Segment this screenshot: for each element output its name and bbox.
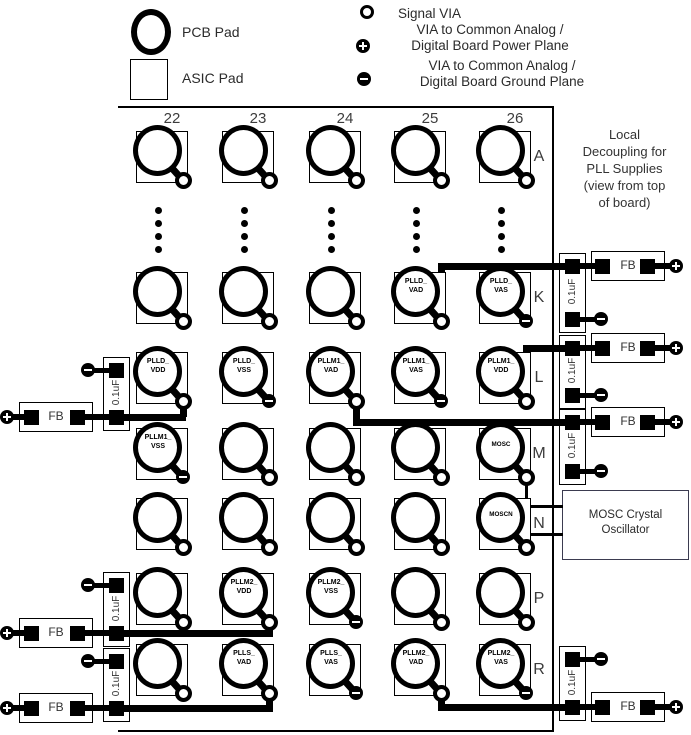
ferrite-bead-label-left-R: FB: [48, 700, 64, 714]
ferrite-bead-label-right-L: FB: [620, 340, 636, 354]
power-via-icon: [669, 415, 683, 429]
power-via-icon: [356, 39, 370, 53]
ground-via-icon: [594, 312, 608, 326]
mosc-crystal-oscillator-label: [562, 508, 689, 538]
fb-terminal: [640, 415, 655, 430]
capacitor-terminal: [565, 464, 580, 479]
signal-via-icon: [261, 539, 278, 556]
ground-via-icon: [594, 464, 608, 478]
ground-via-icon: [176, 470, 190, 484]
fb-terminal: [640, 259, 655, 274]
signal-via-icon: [348, 313, 365, 330]
ground-via-icon: [81, 363, 95, 377]
ellipsis-dot: [241, 246, 248, 253]
pad-label-M26: MOSC: [491, 441, 511, 448]
pad-label-P24: PLLM2_ VSS: [317, 579, 345, 595]
pcb-pad-icon: [131, 9, 171, 55]
column-label-24: 24: [336, 110, 354, 127]
power-via-icon: [0, 410, 14, 424]
fb-terminal: [640, 341, 655, 356]
column-label-26: 26: [506, 110, 524, 127]
signal-via-icon: [433, 614, 450, 631]
power-via-icon: [0, 626, 14, 640]
fb-terminal: [70, 626, 85, 641]
signal-via-icon: [348, 539, 365, 556]
row-label-N: N: [533, 515, 545, 532]
legend-power-via-line2: Digital Board Power Plane: [411, 38, 569, 53]
row-label-L: L: [534, 369, 544, 386]
signal-via-icon: [261, 469, 278, 486]
pad-label-L23: PLLD_ VSS: [232, 358, 256, 374]
signal-via-icon: [261, 614, 278, 631]
capacitor-terminal: [565, 388, 580, 403]
pad-label-R23: PLLS_ VAD: [233, 650, 255, 666]
ellipsis-dot: [413, 246, 420, 253]
signal-via-icon: [433, 469, 450, 486]
ellipsis-dot: [241, 207, 248, 214]
trace-plld-vdd-to-fb: [116, 414, 186, 421]
ground-via-icon: [349, 615, 363, 629]
ellipsis-dot: [155, 233, 162, 240]
signal-via-icon: [175, 685, 192, 702]
ground-via-icon: [434, 394, 448, 408]
pad-label-L25: PLLM1_ VAS: [402, 358, 430, 374]
row-label-R: R: [533, 661, 545, 678]
legend-asic-pad-label: ASIC Pad: [182, 70, 244, 86]
ferrite-bead-label-right-R: FB: [620, 699, 636, 713]
signal-via-icon: [175, 614, 192, 631]
signal-via-icon: [433, 313, 450, 330]
signal-via-icon: [348, 469, 365, 486]
signal-via-icon: [175, 313, 192, 330]
pcb-pad-ring-M25: [391, 422, 440, 473]
ground-via-icon: [81, 654, 95, 668]
ellipsis-dot: [328, 233, 335, 240]
ground-via-icon: [357, 72, 371, 86]
ground-via-icon: [262, 394, 276, 408]
row-label-M: M: [532, 445, 546, 462]
ferrite-bead-label-left-L: FB: [48, 409, 64, 423]
row-label-K: K: [533, 289, 545, 306]
signal-via-icon: [261, 313, 278, 330]
ellipsis-dot: [498, 246, 505, 253]
ground-via-icon: [519, 686, 533, 700]
capacitor-value-right-R: 0.1uF: [567, 669, 578, 695]
board-border-bottom: [118, 730, 554, 732]
pcb-pad-ring-K22: [133, 266, 182, 317]
ellipsis-dot: [498, 207, 505, 214]
row-label-A: A: [533, 148, 545, 165]
capacitor-value-left-L: 0.1uF: [111, 379, 122, 406]
capacitor-value-left-P: 0.1uF: [111, 595, 122, 621]
capacitor-terminal: [109, 363, 124, 378]
note-local-decoupling: [558, 126, 691, 211]
fb-terminal: [24, 701, 39, 716]
signal-via-icon: [175, 539, 192, 556]
pad-label-P23: PLLM2_ VDD: [230, 579, 258, 595]
signal-via-icon: [433, 539, 450, 556]
trace-plls-vad-to-fb: [116, 705, 273, 712]
pcb-pad-ring-A22: [133, 125, 182, 176]
pcb-pad-ring-N24: [306, 492, 355, 543]
oscillator-label-line: Oscillator: [601, 524, 650, 536]
pcb-pad-ring-K23: [219, 266, 268, 317]
capacitor-value-right-L: 0.1uF: [567, 357, 578, 384]
capacitor-terminal: [565, 652, 580, 667]
ferrite-bead-label-right-K: FB: [620, 258, 636, 272]
fb-terminal: [70, 701, 85, 716]
power-via-icon: [669, 341, 683, 355]
ellipsis-dot: [241, 220, 248, 227]
pad-label-L22: PLLD_ VDD: [146, 358, 170, 374]
signal-via-icon: [518, 469, 535, 486]
ellipsis-dot: [328, 246, 335, 253]
legend-ground-via-line1: VIA to Common Analog /: [428, 58, 576, 73]
fb-terminal: [595, 259, 610, 274]
trace-pllm2-vdd-to-fb: [116, 630, 273, 637]
pad-label-N26: MOSCN: [489, 511, 513, 518]
ground-via-icon: [594, 388, 608, 402]
pad-label-R26: PLLM2_ VAS: [487, 650, 515, 666]
pcb-pad-ring-M24: [306, 422, 355, 473]
column-label-22: 22: [163, 110, 181, 127]
fb-terminal: [24, 626, 39, 641]
ground-via-icon: [594, 652, 608, 666]
fb-terminal: [595, 415, 610, 430]
ferrite-bead-label-left-P: FB: [48, 625, 64, 639]
ellipsis-dot: [155, 246, 162, 253]
signal-via-icon: [518, 539, 535, 556]
pcb-pad-ring-N23: [219, 492, 268, 543]
signal-via-icon: [518, 172, 535, 189]
signal-via-icon: [175, 172, 192, 189]
signal-via-icon: [433, 172, 450, 189]
note-line: (view from top: [583, 178, 666, 193]
power-via-icon: [669, 700, 683, 714]
pad-label-R24: PLLS_ VAS: [320, 650, 342, 666]
ground-via-icon: [81, 578, 95, 592]
fb-terminal: [24, 410, 39, 425]
ellipsis-dot: [155, 207, 162, 214]
signal-via-icon: [518, 614, 535, 631]
ellipsis-dot: [328, 207, 335, 214]
oscillator-label-line: MOSC Crystal: [588, 509, 663, 521]
pcb-pad-ring-R22: [133, 638, 182, 689]
pcb-pad-ring-A25: [391, 125, 440, 176]
ellipsis-dot: [413, 220, 420, 227]
column-label-23: 23: [249, 110, 267, 127]
signal-via-icon: [518, 393, 535, 410]
note-line: of board): [598, 195, 651, 210]
capacitor-terminal: [109, 578, 124, 593]
trace-pllm1-vdd-to-fb: [523, 345, 573, 352]
pcb-pad-ring-A26: [476, 125, 525, 176]
pcb-pad-ring-M23: [219, 422, 268, 473]
signal-via-icon: [261, 685, 278, 702]
ground-via-icon: [519, 314, 533, 328]
signal-via-icon: [360, 5, 374, 19]
row-label-P: P: [533, 590, 545, 607]
ellipsis-dot: [498, 220, 505, 227]
legend-power-via-line1: VIA to Common Analog /: [416, 22, 564, 37]
legend-ground-via-line2: Digital Board Ground Plane: [419, 74, 585, 89]
pcb-pad-ring-P25: [391, 567, 440, 618]
trace-pllm1-vad-to-fb: [353, 419, 573, 426]
ellipsis-dot: [413, 233, 420, 240]
capacitor-value-left-R: 0.1uF: [111, 670, 122, 697]
capacitor-terminal: [565, 312, 580, 327]
note-line: Decoupling for: [582, 144, 667, 159]
ferrite-bead-label-right-M: FB: [620, 414, 636, 428]
pcb-pad-ring-P26: [476, 567, 525, 618]
ellipsis-dot: [241, 233, 248, 240]
signal-via-icon: [175, 393, 192, 410]
capacitor-terminal: [109, 654, 124, 669]
fb-terminal: [595, 700, 610, 715]
pcb-pad-ring-P22: [133, 567, 182, 618]
ground-via-icon: [349, 686, 363, 700]
ellipsis-dot: [413, 207, 420, 214]
fb-terminal: [640, 700, 655, 715]
column-label-25: 25: [421, 110, 439, 127]
pcb-pad-ring-N22: [133, 492, 182, 543]
pad-label-L26: PLLM1_ VDD: [487, 358, 515, 374]
fb-terminal: [70, 410, 85, 425]
pad-label-R25: PLLM2_ VAD: [402, 650, 430, 666]
pad-label-M22: PLLM1_ VSS: [144, 434, 172, 450]
ellipsis-dot: [498, 233, 505, 240]
ellipsis-dot: [328, 220, 335, 227]
signal-via-icon: [348, 172, 365, 189]
legend-ground-via-label: [414, 58, 590, 90]
power-via-icon: [669, 259, 683, 273]
note-line: PLL Supplies: [586, 161, 663, 176]
pad-label-K26: PLLD_ VAS: [489, 278, 513, 294]
legend-pcb-pad-label: PCB Pad: [182, 24, 240, 40]
signal-via-icon: [348, 393, 365, 410]
pcb-pad-ring-K24: [306, 266, 355, 317]
pcb-pad-ring-A24: [306, 125, 355, 176]
pcb-pad-ring-A23: [219, 125, 268, 176]
board-border-top: [118, 106, 554, 108]
capacitor-value-right-M: 0.1uF: [567, 432, 578, 459]
pcb-pad-ring-N25: [391, 492, 440, 543]
pad-label-L24: PLLM1_ VAD: [317, 358, 345, 374]
capacitor-value-right-K: 0.1uF: [567, 278, 578, 305]
trace-pllm2-vad-to-fb: [438, 704, 573, 711]
asic-pad-icon: [130, 59, 168, 100]
legend-power-via-label: [404, 22, 576, 54]
signal-via-icon: [261, 172, 278, 189]
fb-terminal: [595, 341, 610, 356]
note-line: Local: [608, 127, 641, 142]
legend-signal-via-label: Signal VIA: [398, 6, 462, 21]
ellipsis-dot: [155, 220, 162, 227]
power-via-icon: [0, 701, 14, 715]
pad-label-K25: PLLD_ VAD: [404, 278, 428, 294]
signal-via-icon: [433, 685, 450, 702]
